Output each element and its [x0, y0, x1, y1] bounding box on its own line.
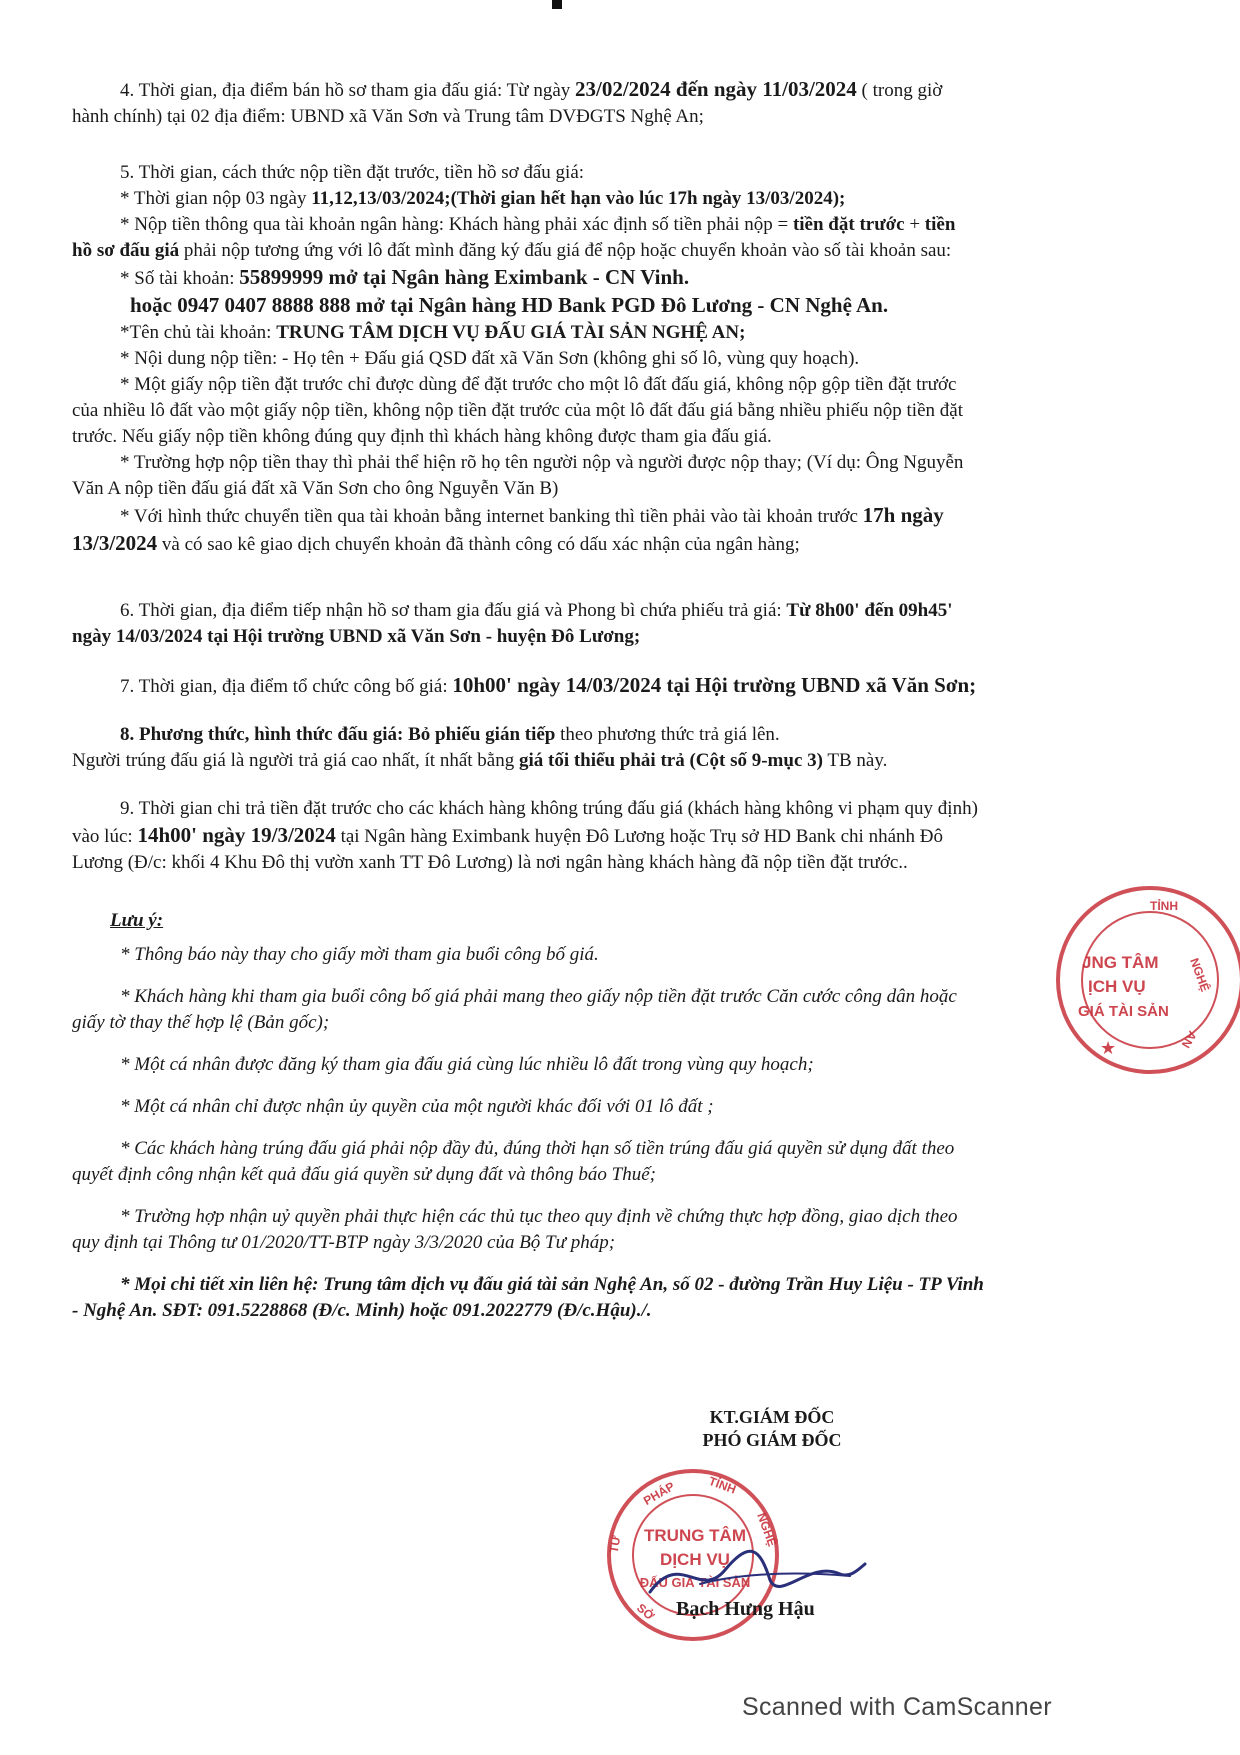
section-5-one-slip-1: * Một giấy nộp tiền đặt trước chỉ được dùng để đặt trước cho một lô đất đấu giá, không nộp gộp tiền đặt trước	[120, 374, 957, 395]
section-5-proxy-1: * Trường hợp nộp tiền thay thì phải thể hiện rõ họ tên người nộp và người được nộp thay; (Ví dụ: Ông Nguyễn	[120, 452, 964, 473]
note-2-line-1: * Khách hàng khi tham gia buổi công bố giá phải mang theo giấy nộp tiền đặt trước Căn cước công dân hoặc	[120, 986, 957, 1007]
svg-text:AN: AN	[1178, 1028, 1200, 1051]
notice-body	[72, 76, 1132, 1324]
section-5-internet-1: * Với hình thức chuyển tiền qua tài khoản bằng internet banking thì tiền phải vào tài khoản trước 17h ngày	[120, 503, 944, 527]
note-6-line-1: * Trường hợp nhận uỷ quyền phải thực hiện các thủ tục theo quy định về chứng thực hợp đồng, giao dịch theo	[120, 1206, 958, 1227]
note-3: * Một cá nhân được đăng ký tham gia đấu giá cùng lúc nhiều lô đất trong vùng quy hoạch;	[120, 1054, 814, 1075]
section-5-one-slip-2: của nhiều lô đất vào một giấy nộp tiền, không nộp tiền đặt trước của một lô đất đấu giá bằng nhiều phiếu nộp tiền đặt	[72, 400, 963, 421]
section-8-line-1: 8. Phương thức, hình thức đấu giá: Bỏ phiếu gián tiếp theo phương thức trả giá lên.	[120, 724, 780, 745]
note-6-line-2: quy định tại Thông tư 01/2020/TT-BTP ngày 3/3/2020 của Bộ Tư pháp;	[72, 1232, 616, 1253]
section-5-one-slip-3: trước. Nếu giấy nộp tiền không đúng quy định thì khách hàng không được tham gia đấu giá.	[72, 426, 772, 447]
note-2-line-2: giấy tờ thay thế hợp lệ (Bản gốc);	[72, 1012, 330, 1033]
section-5-bank-line-2: hồ sơ đấu giá phải nộp tương ứng với lô đất mình đăng ký đấu giá để nộp hoặc chuyển khoản vào số tài khoản sau:	[72, 240, 952, 261]
note-5-line-1: * Các khách hàng trúng đấu giá phải nộp đầy đủ, đúng thời hạn số tiền trúng đấu giá quyền sử dụng đất theo	[120, 1138, 955, 1159]
section-5-proxy-2: Văn A nộp tiền đấu giá đất xã Văn Sơn cho ông Nguyễn Văn B)	[72, 478, 559, 499]
svg-text:TỈNH: TỈNH	[1150, 899, 1178, 913]
section-5-time: * Thời gian nộp 03 ngày 11,12,13/03/2024;(Thời gian hết hạn vào lúc 17h ngày 13/03/2024);	[120, 188, 846, 209]
section-5-account-number: * Số tài khoản: 55899999 mở tại Ngân hàng Eximbank - CN Vinh.	[120, 265, 690, 289]
scanner-watermark: Scanned with CamScanner	[742, 1693, 1052, 1721]
section-9-line-1: 9. Thời gian chi trả tiền đặt trước cho các khách hàng không trúng đấu giá (khách hàng không vi phạm quy định)	[120, 798, 978, 819]
svg-text:TRUNG TÂM: TRUNG TÂM	[644, 1526, 746, 1545]
svg-text:★: ★	[1100, 1038, 1117, 1058]
note-7-line-1: * Mọi chi tiết xin liên hệ: Trung tâm dịch vụ đấu giá tài sản Nghệ An, số 02 - đường Trần Huy Liệu - TP Vinh	[120, 1274, 984, 1295]
section-5-bank-line-1: * Nộp tiền thông qua tài khoản ngân hàng: Khách hàng phải xác định số tiền phải nộp = tiền đặt trước + tiền	[120, 214, 956, 235]
section-5-payment-content: * Nội dung nộp tiền: - Họ tên + Đấu giá QSD đất xã Văn Sơn (không ghi số lô, vùng quy hoạch).	[120, 348, 860, 369]
section-5-heading: 5. Thời gian, cách thức nộp tiền đặt trước, tiền hồ sơ đấu giá:	[120, 162, 585, 183]
note-7-line-2: - Nghệ An. SĐT: 091.5228868 (Đ/c. Minh) hoặc 091.2022779 (Đ/c.Hậu)./.	[72, 1300, 652, 1321]
section-9-line-3: Lương (Đ/c: khối 4 Khu Đô thị vườn xanh TT Đô Lương) là nơi ngân hàng khách hàng đã nộp tiền đặt trước..	[72, 852, 908, 873]
section-5-internet-2: 13/3/2024 và có sao kê giao dịch chuyển khoản đã thành công có dấu xác nhận của ngân hàng;	[72, 531, 800, 555]
svg-text:TỈNH: TỈNH	[706, 1473, 738, 1497]
svg-text:SỞ: SỞ	[634, 1600, 658, 1624]
svg-text:DỊCH VỤ: DỊCH VỤ	[660, 1550, 730, 1569]
side-seal-stamp	[1040, 880, 1240, 1080]
svg-text:ỊCH VỤ: ỊCH VỤ	[1088, 977, 1146, 996]
svg-text:NGHỆ: NGHỆ	[1187, 956, 1213, 994]
svg-text:ĐẤU GIÁ TÀI SẢN: ĐẤU GIÁ TÀI SẢN	[639, 1575, 751, 1590]
note-1: * Thông báo này thay cho giấy mời tham gia buổi công bố giá.	[120, 944, 599, 965]
svg-text:PHÁP: PHÁP	[641, 1479, 677, 1508]
svg-text:GIÁ TÀI SẢN: GIÁ TÀI SẢN	[1078, 1003, 1169, 1020]
note-5-line-2: quyết định công nhận kết quả đấu giá quyền sử dụng đất và thông báo Thuế;	[72, 1164, 656, 1185]
section-4-line-2: hành chính) tại 02 địa điểm: UBND xã Văn Sơn và Trung tâm DVĐGTS Nghệ An;	[72, 106, 704, 127]
svg-text:NGHỆ: NGHỆ	[754, 1510, 780, 1549]
section-6-line-2: ngày 14/03/2024 tại Hội trường UBND xã Văn Sơn - huyện Đô Lương;	[72, 626, 641, 647]
signer-title-1: KT.GIÁM ĐỐC	[709, 1407, 835, 1427]
section-4-line-1: 4. Thời gian, địa điểm bán hồ sơ tham gia đấu giá: Từ ngày 23/02/2024 đến ngày 11/03/2024 ( trong giờ	[120, 77, 943, 101]
svg-text:JNG TÂM: JNG TÂM	[1082, 953, 1159, 972]
signature-block	[672, 1406, 872, 1452]
signer-title-2: PHÓ GIÁM ĐỐC	[702, 1430, 842, 1450]
section-5-account-owner: *Tên chủ tài khoản: TRUNG TÂM DỊCH VỤ ĐẤU GIÁ TÀI SẢN NGHỆ AN;	[120, 322, 746, 343]
section-9-line-2: vào lúc: 14h00' ngày 19/3/2024 tại Ngân hàng Eximbank huyện Đô Lương hoặc Trụ sở HD Bank chi nhánh Đô	[72, 823, 943, 847]
section-6-line-1: 6. Thời gian, địa điểm tiếp nhận hồ sơ tham gia đấu giá và Phong bì chứa phiếu trả giá: Từ 8h00' đến 09h45'	[120, 600, 953, 621]
scan-edge-mark	[552, 0, 562, 9]
section-7: 7. Thời gian, địa điểm tổ chức công bố giá: 10h00' ngày 14/03/2024 tại Hội trường UBND xã Văn Sơn;	[120, 673, 977, 697]
signer-name: Bạch Hưng Hậu	[676, 1598, 815, 1620]
note-4: * Một cá nhân chỉ được nhận ủy quyền của một người khác đối với 01 lô đất ;	[120, 1096, 714, 1117]
section-8-line-2: Người trúng đấu giá là người trả giá cao nhất, ít nhất bằng giá tối thiểu phải trả (Cột số 9-mục 3) TB này.	[72, 750, 888, 771]
svg-text:TƯ: TƯ	[606, 1534, 624, 1555]
section-5-account-alt: hoặc 0947 0407 8888 888 mở tại Ngân hàng HD Bank PGD Đô Lương - CN Nghệ An.	[130, 293, 889, 317]
notes-title: Lưu ý:	[110, 910, 164, 931]
